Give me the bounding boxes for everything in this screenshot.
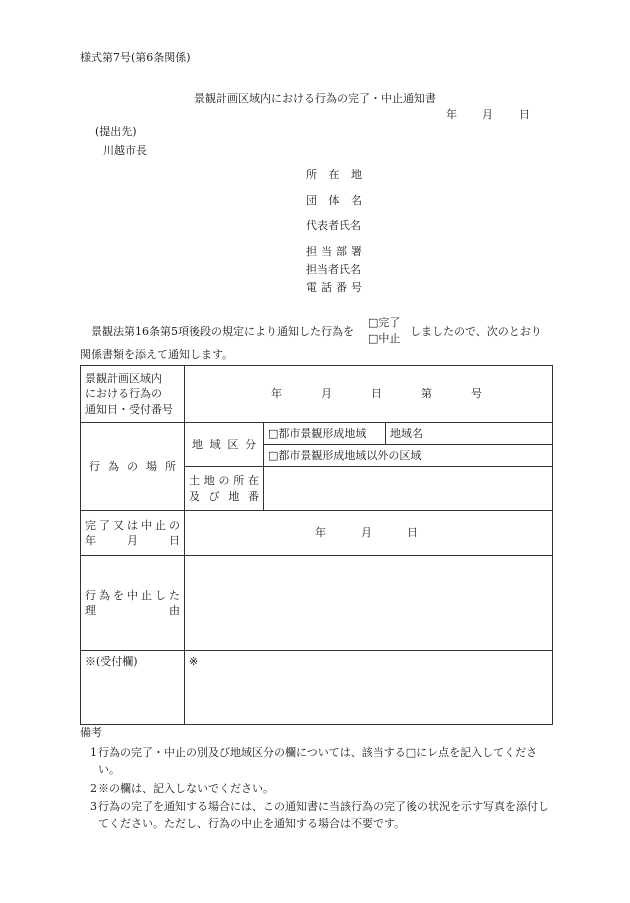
land-location-value[interactable] — [264, 467, 553, 511]
reception-value: ※ — [185, 651, 553, 725]
recipient-name: 川越市長 — [103, 144, 147, 157]
notification-form-table — [80, 365, 553, 725]
address-label: 所 在 地 — [306, 168, 362, 181]
notice-date-label: 景観計画区域内 における行為の 通知日・受付番号 — [81, 366, 185, 423]
date-year-label: 年 — [446, 108, 457, 121]
recipient-label: (提出先) — [95, 125, 137, 138]
area-name-label: 地域名 — [390, 426, 423, 440]
location-label: 行 為 の 場 所 — [81, 423, 185, 511]
district-label: 地 域 区 分 — [185, 423, 264, 467]
option-complete[interactable]: □完了 — [368, 316, 401, 329]
district-option-other[interactable]: □都市景観形成地域以外の区域 — [264, 445, 553, 467]
intro-text-after: しましたので、次のとおり — [410, 325, 542, 338]
note-item-2: 2 ※の欄は、記入しないでください。 — [90, 782, 274, 795]
note-item-3: 3 行為の完了を通知する場合には、この通知書に当該行為の完了後の状況を示す写真を添付してください。ただし、行為の中止を通知する場合は不要です。 — [90, 800, 549, 830]
representative-label: 代表者氏名 — [306, 219, 361, 232]
completion-date-label: 完 了 又 は 中 止 の 年 月 日 — [81, 511, 185, 556]
form-number: 様式第7号(第6条関係) — [80, 51, 191, 64]
cancel-reason-label: 行 為 を 中 止 し た 理 由 — [81, 556, 185, 651]
completion-date-value[interactable]: 年 月 日 — [185, 511, 553, 556]
date-month-label: 月 — [482, 108, 493, 121]
area-name-field[interactable] — [386, 423, 553, 445]
note-item-1: 1 行為の完了・中止の別及び地域区分の欄については、該当する□にレ点を記入してください。 — [90, 746, 538, 776]
land-location-label: 土 地 の 所 在 及 び 地 番 — [185, 467, 264, 511]
organization-label: 団 体 名 — [306, 194, 362, 207]
notes-title: 備考 — [80, 726, 102, 739]
option-cancel[interactable]: □中止 — [368, 332, 401, 345]
cancel-reason-value[interactable] — [185, 556, 553, 651]
district-option-landscape[interactable]: □都市景観形成地域 — [264, 423, 386, 445]
reception-label: ※(受付欄) — [81, 651, 185, 725]
intro-text-line2: 関係書類を添えて通知します。 — [80, 348, 234, 361]
date-day-label: 日 — [519, 108, 530, 121]
department-label: 担 当 部 署 — [306, 245, 362, 258]
document-title: 景観計画区域内における行為の完了・中止通知書 — [194, 92, 436, 105]
intro-text-before: 景観法第16条第5項後段の規定により通知した行為を — [91, 325, 354, 338]
contact-person-label: 担当者氏名 — [306, 263, 361, 276]
phone-label: 電 話 番 号 — [306, 281, 362, 294]
notice-date-value[interactable]: 年 月 日 第 号 — [185, 366, 553, 423]
